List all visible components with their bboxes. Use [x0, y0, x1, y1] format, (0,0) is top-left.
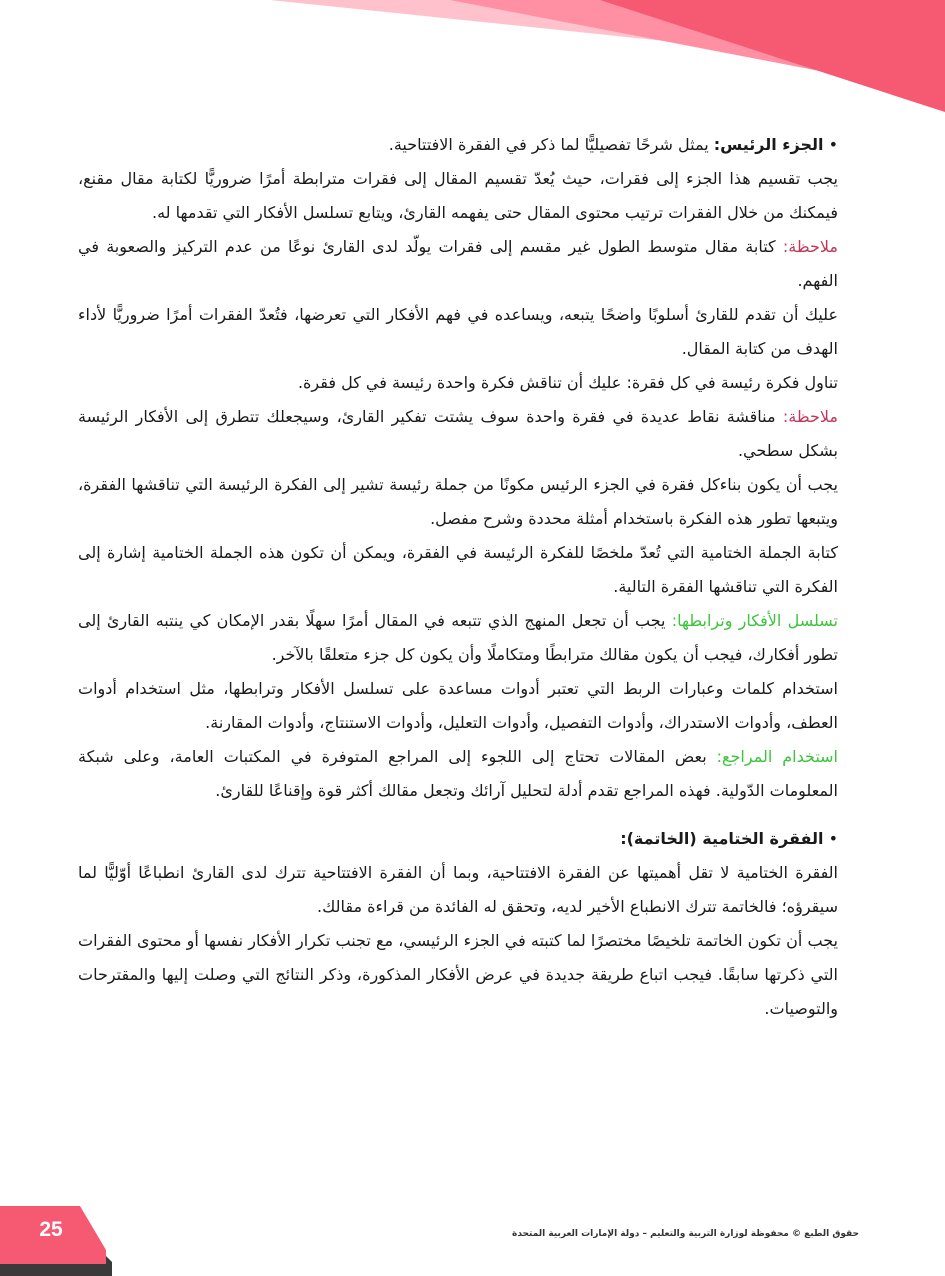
page-number: 25: [39, 1218, 63, 1241]
note-text: مناقشة نقاط عديدة في فقرة واحدة سوف يشتت تفكير القارئ، وسيجعلك تتطرق إلى الأفكار الرئيسة بشكل سطحي.: [78, 407, 838, 460]
conclusion-title: الفقرة الختامية (الخاتمة):: [620, 829, 824, 848]
copyright-text: حقوق الطبع © محفوظة لوزارة التربية والتعليم – دولة الإمارات العربية المتحدة: [512, 1229, 859, 1239]
references-text: بعض المقالات تحتاج إلى اللجوء إلى المراجع المتوفرة في المكتبات العامة، وعلى شبكة المعلومات الدّولية. فهذه المراجع تقدم أدلة لتحليل آرائك وتجعل مقالك أكثر قوة وإقناعًا للقارئ.: [78, 747, 838, 800]
references-label: استخدام المراجع:: [716, 747, 839, 766]
bullet: •: [828, 135, 838, 154]
references-paragraph: [78, 740, 838, 808]
footer-decoration: [0, 1206, 945, 1276]
paragraph: عليك أن تقدم للقارئ أسلوبًا واضحًا يتبعه، ويساعده في فهم الأفكار التي تعرضها، فتُعدّ الفقرات أمرًا ضروريًّا لأداء الهدف من كتابة المقال.: [78, 305, 838, 358]
paragraph: يجب أن يكون بناءكل فقرة في الجزء الرئيس مكونًا من جملة رئيسة تشير إلى الفكرة الرئيسة التي تناقشها الفقرة، ويتبعها تطور هذه الفكرة باستخدام أمثلة محددة وشرح مفصل.: [78, 475, 838, 528]
sequence-label: تسلسل الأفكار وترابطها:: [671, 611, 838, 630]
paragraph: يجب تقسيم هذا الجزء إلى فقرات، حيث يُعدّ تقسيم المقال إلى فقرات مترابطة أمرًا ضروريًّا لكتابة مقال مقنع، فيمكنك من خلال الفقرات ترتيب محتوى المقال حتى يفهمه القارئ، ويتابع تسلسل الأفكار التي تقدمها له.: [78, 169, 838, 222]
conclusion-heading: [78, 822, 838, 856]
note-paragraph: [78, 400, 838, 468]
paragraph: استخدام كلمات وعبارات الربط التي تعتبر أدوات مساعدة على تسلسل الأفكار وترابطها، مثل استخدام أدوات العطف، وأدوات الاستدراك، وأدوات التفصيل، وأدوات التعليل، وأدوات الاستنتاج، وأدوات المقارنة.: [78, 679, 838, 732]
top-decoration: [0, 0, 945, 120]
note-paragraph: [78, 230, 838, 298]
paragraph: الفقرة الختامية لا تقل أهميتها عن الفقرة الافتتاحية، وبما أن الفقرة الافتتاحية تترك لدى القارئ انطباعًا أوّليًّا لما سيقرؤه؛ فالخاتمة تترك الانطباع الأخير لديه، وتحقق له الفائدة من قراءة مقالك.: [78, 863, 838, 916]
bullet: •: [828, 829, 838, 848]
top-stripe-accent: [600, 0, 945, 112]
section-gap: [78, 808, 838, 822]
note-label: ملاحظة:: [782, 237, 838, 256]
paragraph: يجب أن تكون الخاتمة تلخيصًا مختصرًا لما كتبته في الجزء الرئيسي، مع تجنب تكرار الأفكار نفسها أو محتوى الفقرات التي ذكرتها سابقًا. فيجب اتباع طريقة جديدة في عرض الأفكار المذكورة، وذكر النتائج التي وصلت إليها والمقترحات والتوصيات.: [78, 931, 838, 1018]
main-body-title: الجزء الرئيس:: [713, 135, 824, 154]
main-body-heading: [78, 128, 838, 162]
note-label: ملاحظة:: [782, 407, 838, 426]
paragraph: كتابة الجملة الختامية التي تُعدّ ملخصًا للفكرة الرئيسة في الفقرة، ويمكن أن تكون هذه الجملة الختامية إشارة إلى الفكرة التي تناقشها الفقرة التالية.: [78, 543, 838, 596]
sequence-text: يجب أن تجعل المنهج الذي تتبعه في المقال أمرًا سهلًا بقدر الإمكان كي ينتبه القارئ إلى تطور أفكارك، فيجب أن يكون مقالك مترابطًا ومتكاملًا وأن يكون كل جزء متعلقًا بالآخر.: [78, 611, 838, 664]
note-text: كتابة مقال متوسط الطول غير مقسم إلى فقرات يولّد لدى القارئ نوعًا من عدم التركيز والصعوبة في الفهم.: [78, 237, 838, 290]
paragraph: تناول فكرة رئيسة في كل فقرة: عليك أن تناقش فكرة واحدة رئيسة في كل فقرة.: [297, 373, 838, 392]
main-body-intro: يمثل شرحًا تفصيليًّا لما ذكر في الفقرة الافتتاحية.: [388, 135, 714, 154]
page-content: [78, 128, 838, 1026]
sequence-paragraph: [78, 604, 838, 672]
